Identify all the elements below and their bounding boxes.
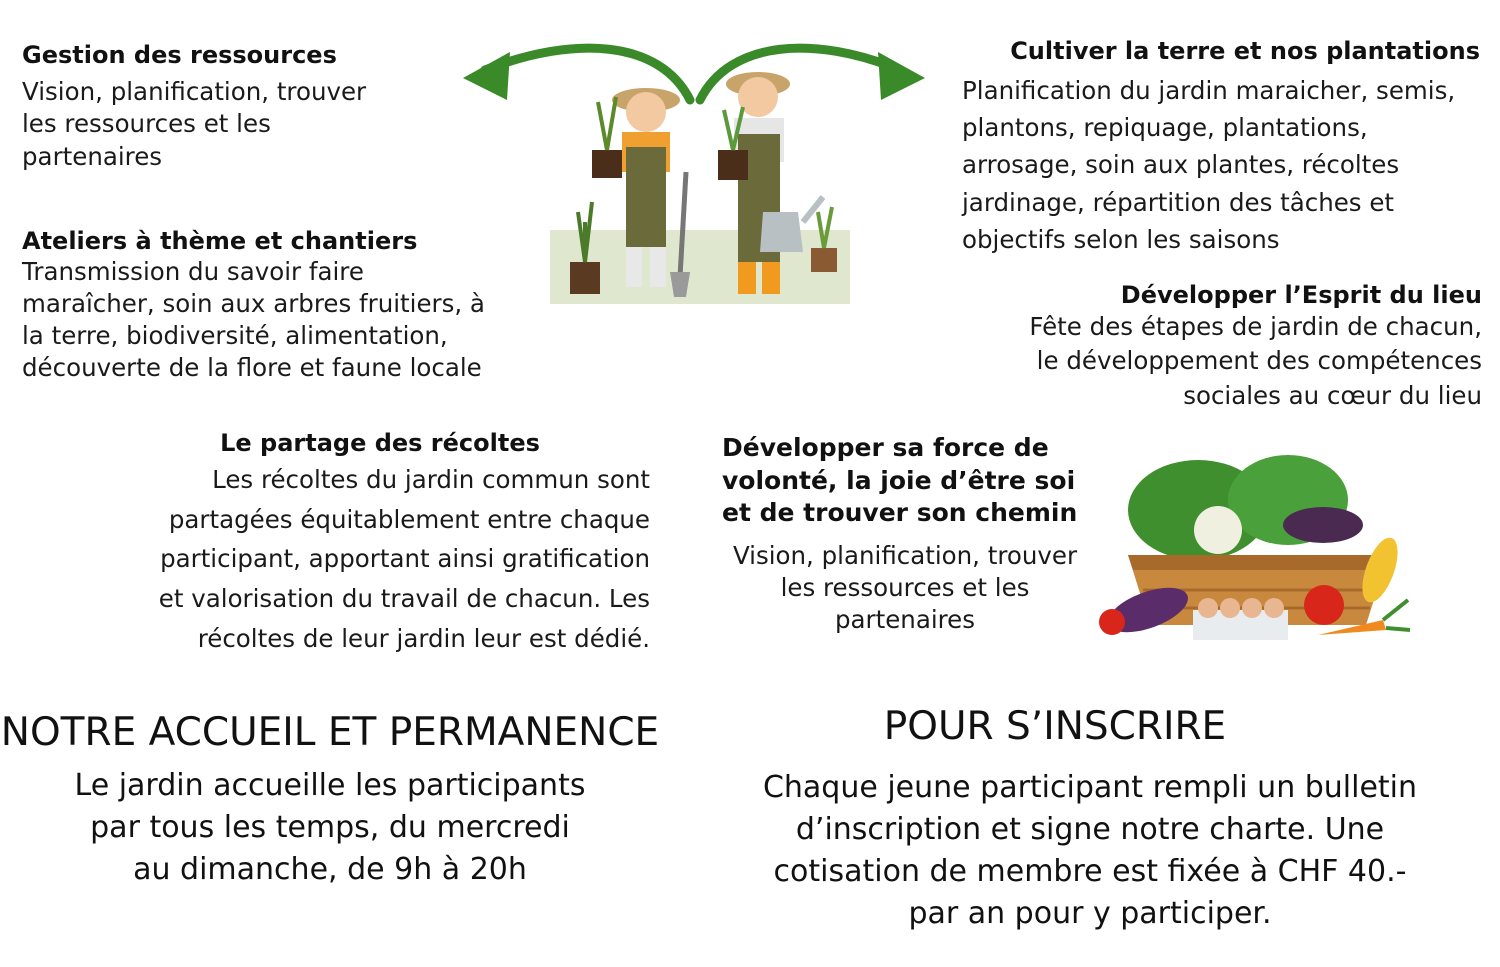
section-ateliers — [22, 226, 492, 383]
partage-body: Les récoltes du jardin commun sont partagées équitablement entre chaque participant, apportant ainsi gratification et valorisation du travail de chacun. Les récoltes de leur jardin leur est dédié. — [158, 465, 650, 653]
ateliers-body: Transmission du savoir faire maraîcher, soin aux arbres fruitiers, à la terre, biodiversité, alimentation, découverte de la flore et faune locale — [22, 257, 485, 382]
section-partage — [140, 428, 650, 658]
accueil-title: NOTRE ACCUEIL ET PERMANENCE — [0, 710, 660, 755]
cultiver-title: Cultiver la terre et nos plantations — [1010, 37, 1480, 65]
inscrire-title: POUR S’INSCRIRE — [883, 704, 1227, 749]
section-accueil — [0, 712, 660, 891]
cultiver-body: Planification du jardin maraicher, semis, plantons, repiquage, plantations, arrosage, soin aux plantes, récoltes jardinage, répartition des tâches et objectifs selon les saisons — [962, 76, 1456, 254]
accueil-body: Le jardin accueille les participants par tous les temps, du mercredi au dimanche, de 9h à 20h — [74, 767, 586, 887]
inscrire-body: Chaque jeune participant rempli un bulletin d’inscription et signe notre charte. Une cotisation de membre est fixée à CHF 40.- par an pour y participer. — [762, 769, 1418, 931]
gestion-title: Gestion des ressources — [22, 41, 337, 69]
section-force — [722, 432, 1088, 636]
vegetable-basket-illustration — [1098, 450, 1418, 660]
section-gestion — [22, 40, 402, 173]
gardeners-illustration — [548, 62, 852, 306]
section-cultiver — [962, 36, 1480, 258]
section-esprit — [1000, 280, 1482, 413]
ateliers-title: Ateliers à thème et chantiers — [22, 227, 418, 255]
force-title: Développer sa force de volonté, la joie d’être soi et de trouver son chemin — [722, 433, 1078, 527]
partage-title: Le partage des récoltes — [220, 429, 540, 457]
gestion-body: Vision, planification, trouver les ressources et les partenaires — [22, 77, 367, 171]
section-inscrire — [760, 706, 1420, 935]
force-body: Vision, planification, trouver les ressources et les partenaires — [732, 540, 1078, 635]
esprit-title: Développer l’Esprit du lieu — [1120, 281, 1482, 309]
esprit-body: Fête des étapes de jardin de chacun, le développement des compétences sociales au cœur du lieu — [1029, 312, 1482, 410]
